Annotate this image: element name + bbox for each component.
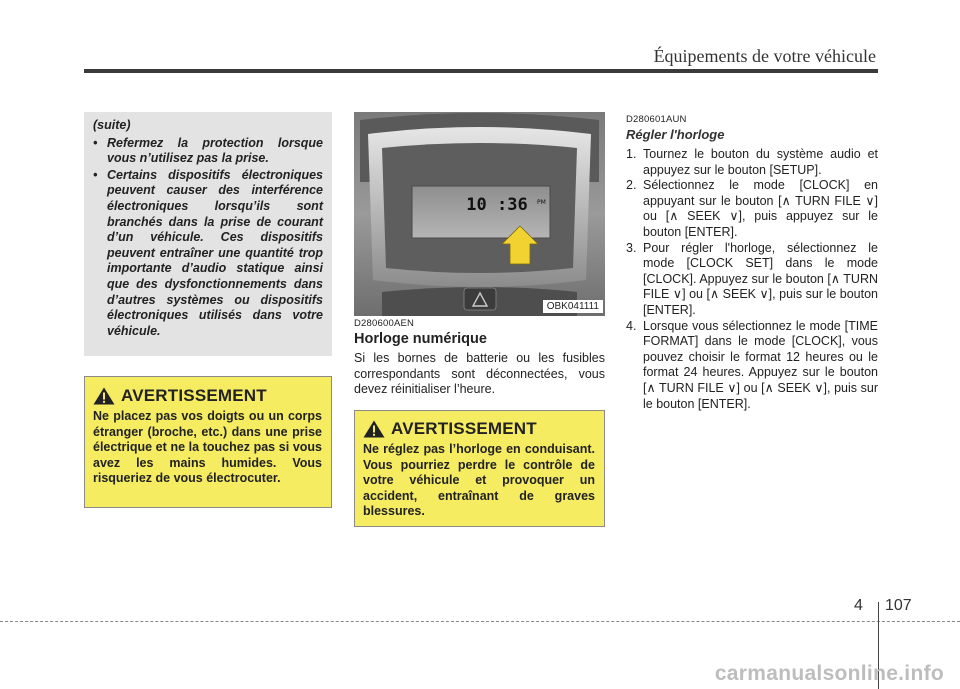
warning-box-electrical	[84, 376, 332, 508]
chapter-number: 4	[854, 597, 863, 614]
note-item-text: Certains dispositifs électroniques peuvent causer des interférence électroniques lorsqu’ils sont branchés dans la prise de courant d’un véhicule. Ces dispositifs peuvent entraîner une quantité trop importante d’audio statique ainsi que des dysfonctionnements dans d’autres systèmes ou dispositifs électroniques utilisés dans votre véhicule.	[107, 167, 323, 338]
figure-caption: OBK041111	[543, 300, 603, 313]
page-number: 107	[885, 597, 912, 614]
warning-header	[93, 387, 322, 405]
bullet-icon: •	[93, 167, 98, 182]
page-header-title: Équipements de votre véhicule	[653, 46, 876, 66]
step-number: 4.	[626, 318, 637, 333]
list-item	[626, 241, 878, 319]
warning-triangle-icon	[363, 420, 385, 438]
warning-box-driving	[354, 410, 605, 527]
list-item	[626, 178, 878, 240]
clock-display-photo	[354, 112, 605, 316]
dashboard-clock-illustration	[354, 112, 605, 316]
warning-title: AVERTISSEMENT	[121, 386, 267, 406]
warning-title: AVERTISSEMENT	[391, 419, 537, 439]
section-heading: Régler l'horloge	[626, 127, 725, 142]
clock-pm-indicator: PM	[537, 199, 546, 206]
step-number: 1.	[626, 147, 637, 161]
section-body: Si les bornes de batterie ou les fusibles correspondants sont déconnectées, vous devez réinitialiser l’heure.	[354, 351, 605, 397]
header-rule	[84, 69, 878, 73]
step-number: 3.	[626, 240, 637, 255]
footer-dashed-rule	[0, 621, 960, 622]
bullet-icon: •	[93, 135, 98, 150]
watermark: carmanualsonline.info	[714, 662, 944, 685]
step-text: Lorsque vous sélectionnez le mode [TIME FORMAT] dans le mode [CLOCK], vous pouvez choisir le format 12 heures ou le format 24 heures. Appuyez sur le bouton [∧ TURN FILE ∨] ou [∧ SEEK ∨], puis sur le bouton [ENTER].	[643, 318, 878, 411]
note-item	[93, 168, 323, 340]
list-item	[626, 147, 878, 178]
note-item-text: Refermez la protection lorsque vous n’utilisez pas la prise.	[107, 135, 323, 166]
note-list	[93, 136, 323, 340]
warning-triangle-icon	[93, 387, 115, 405]
clock-time-readout: 10 :36	[466, 195, 528, 215]
warning-text: Ne placez pas vos doigts ou un corps étranger (broche, etc.) dans une prise électrique et ne la touchez pas si vous avez les mains humides. Vous risqueriez de vous électrocuter.	[93, 409, 322, 486]
note-suite: (suite)	[93, 118, 131, 132]
section-code: D280600AEN	[354, 318, 415, 329]
section-heading: Horloge numérique	[354, 331, 487, 347]
note-item	[93, 136, 323, 167]
warning-text: Ne réglez pas l’horloge en conduisant. Vous pourriez perdre le contrôle de votre véhicule et provoquer un accident, entraînant de graves blessures.	[363, 442, 595, 519]
note-box	[84, 112, 332, 356]
warning-header	[363, 420, 595, 438]
step-number: 2.	[626, 178, 637, 193]
steps-list	[626, 147, 878, 412]
step-text: Tournez le bouton du système audio et appuyez sur le bouton [SETUP].	[643, 147, 878, 177]
step-text: Sélectionnez le mode [CLOCK] en appuyant sur le bouton [∧ TURN FILE ∨] ou [∧ SEEK ∨], puis appuyez sur le bouton [ENTER].	[643, 178, 878, 239]
step-text: Pour régler l'horloge, sélectionnez le mode [CLOCK SET] dans le mode [CLOCK]. Appuyez sur le bouton [∧ TURN FILE ∨] ou [∧ SEEK ∨], puis sur le bouton [ENTER].	[643, 240, 878, 317]
section-code: D280601AUN	[626, 114, 687, 125]
list-item	[626, 319, 878, 413]
